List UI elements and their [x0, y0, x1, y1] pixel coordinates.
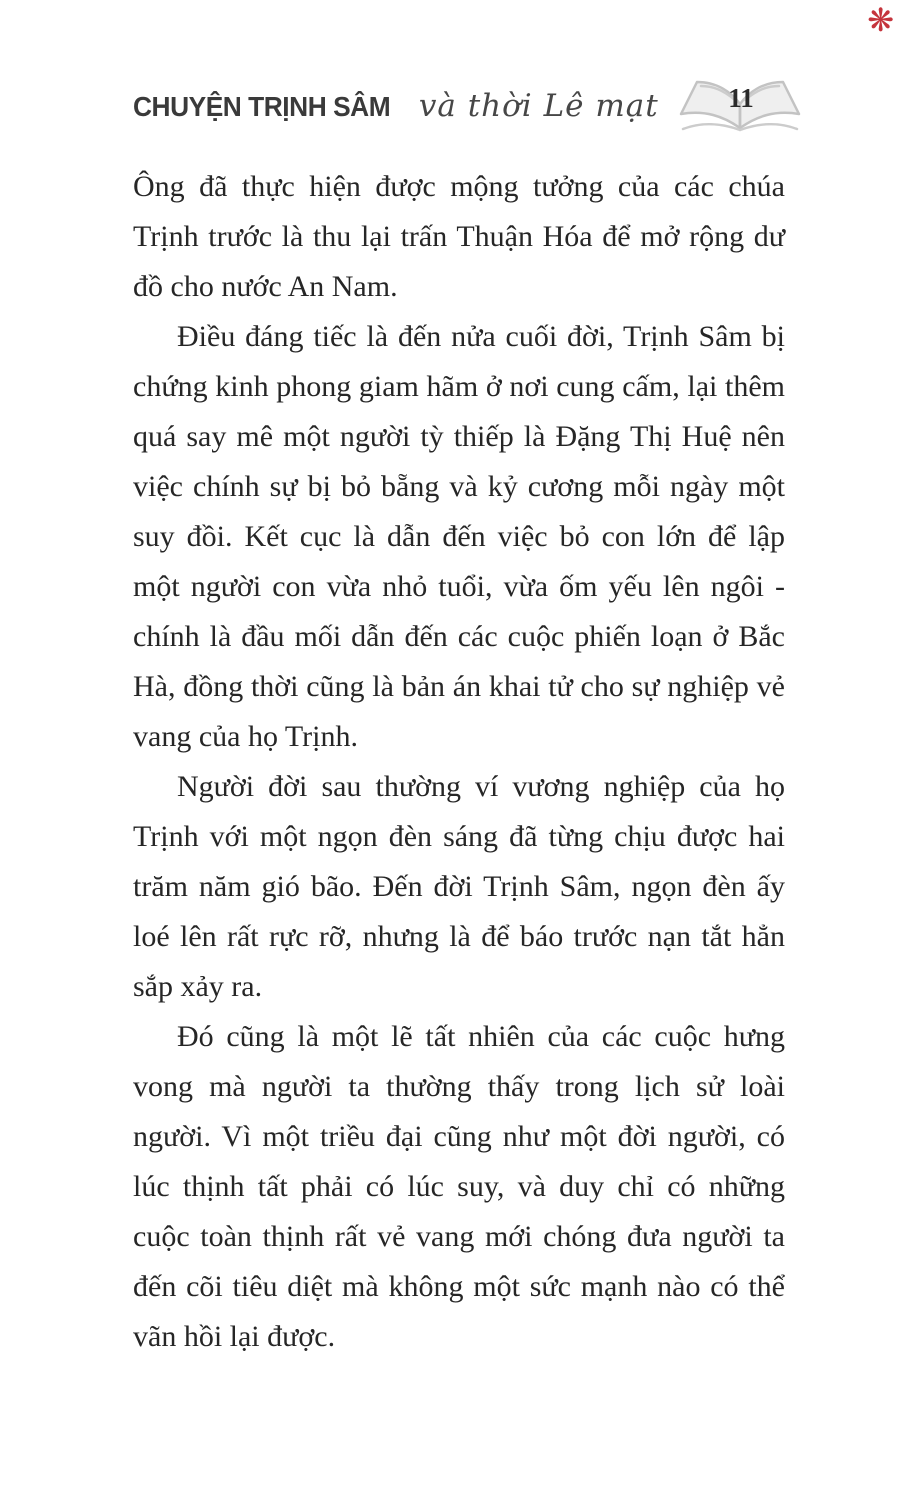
- paragraph: Điều đáng tiếc là đến nửa cuối đời, Trịnh Sâm bị chứng kinh phong giam hãm ở nơi cung cấm, lại thêm quá say mê một người tỳ thiếp là Đặng Thị Huệ nên việc chính sự bị bỏ bẵng và kỷ cương mỗi ngày một suy đồi. Kết cục là dẫn đến việc bỏ con lớn để lập một người con vừa nhỏ tuổi, vừa ốm yếu lên ngôi - chính là đầu mối dẫn đến các cuộc phiến loạn ở Bắc Hà, đồng thời cũng là bản án khai tử cho sự nghiệp vẻ vang của họ Trịnh.: [133, 320, 785, 753]
- book-title: CHUYỆN TRỊNH SÂM: [133, 91, 391, 122]
- open-book-icon: [675, 70, 805, 142]
- paragraph: Đó cũng là một lẽ tất nhiên của các cuộc hưng vong mà người ta thường thấy trong lịch sử loài người. Vì một triều đại cũng như một đời người, có lúc thịnh tất phải có lúc suy, và duy chỉ có những cuộc toàn thịnh rất vẻ vang mới chóng đưa người ta đến cõi tiêu diệt mà không một sức mạnh nào có thể vãn hồi lại được.: [133, 1020, 785, 1353]
- paragraph: Ông đã thực hiện được mộng tưởng của các chúa Trịnh trước là thu lại trấn Thuận Hóa để mở rộng dư đồ cho nước An Nam.: [133, 170, 785, 303]
- page-number: 11: [727, 83, 754, 113]
- flower-ornament-icon: ❋: [867, 1, 894, 39]
- header-title-group: [133, 88, 658, 124]
- running-header: [0, 70, 908, 142]
- book-subtitle: và thời Lê mạt: [418, 88, 659, 124]
- page-body: [133, 162, 785, 1362]
- paragraph: Người đời sau thường ví vương nghiệp của họ Trịnh với một ngọn đèn sáng đã từng chịu được hai trăm năm gió bão. Đến đời Trịnh Sâm, ngọn đèn ấy loé lên rất rực rỡ, nhưng là để báo trước nạn tắt hẳn sắp xảy ra.: [133, 770, 785, 1003]
